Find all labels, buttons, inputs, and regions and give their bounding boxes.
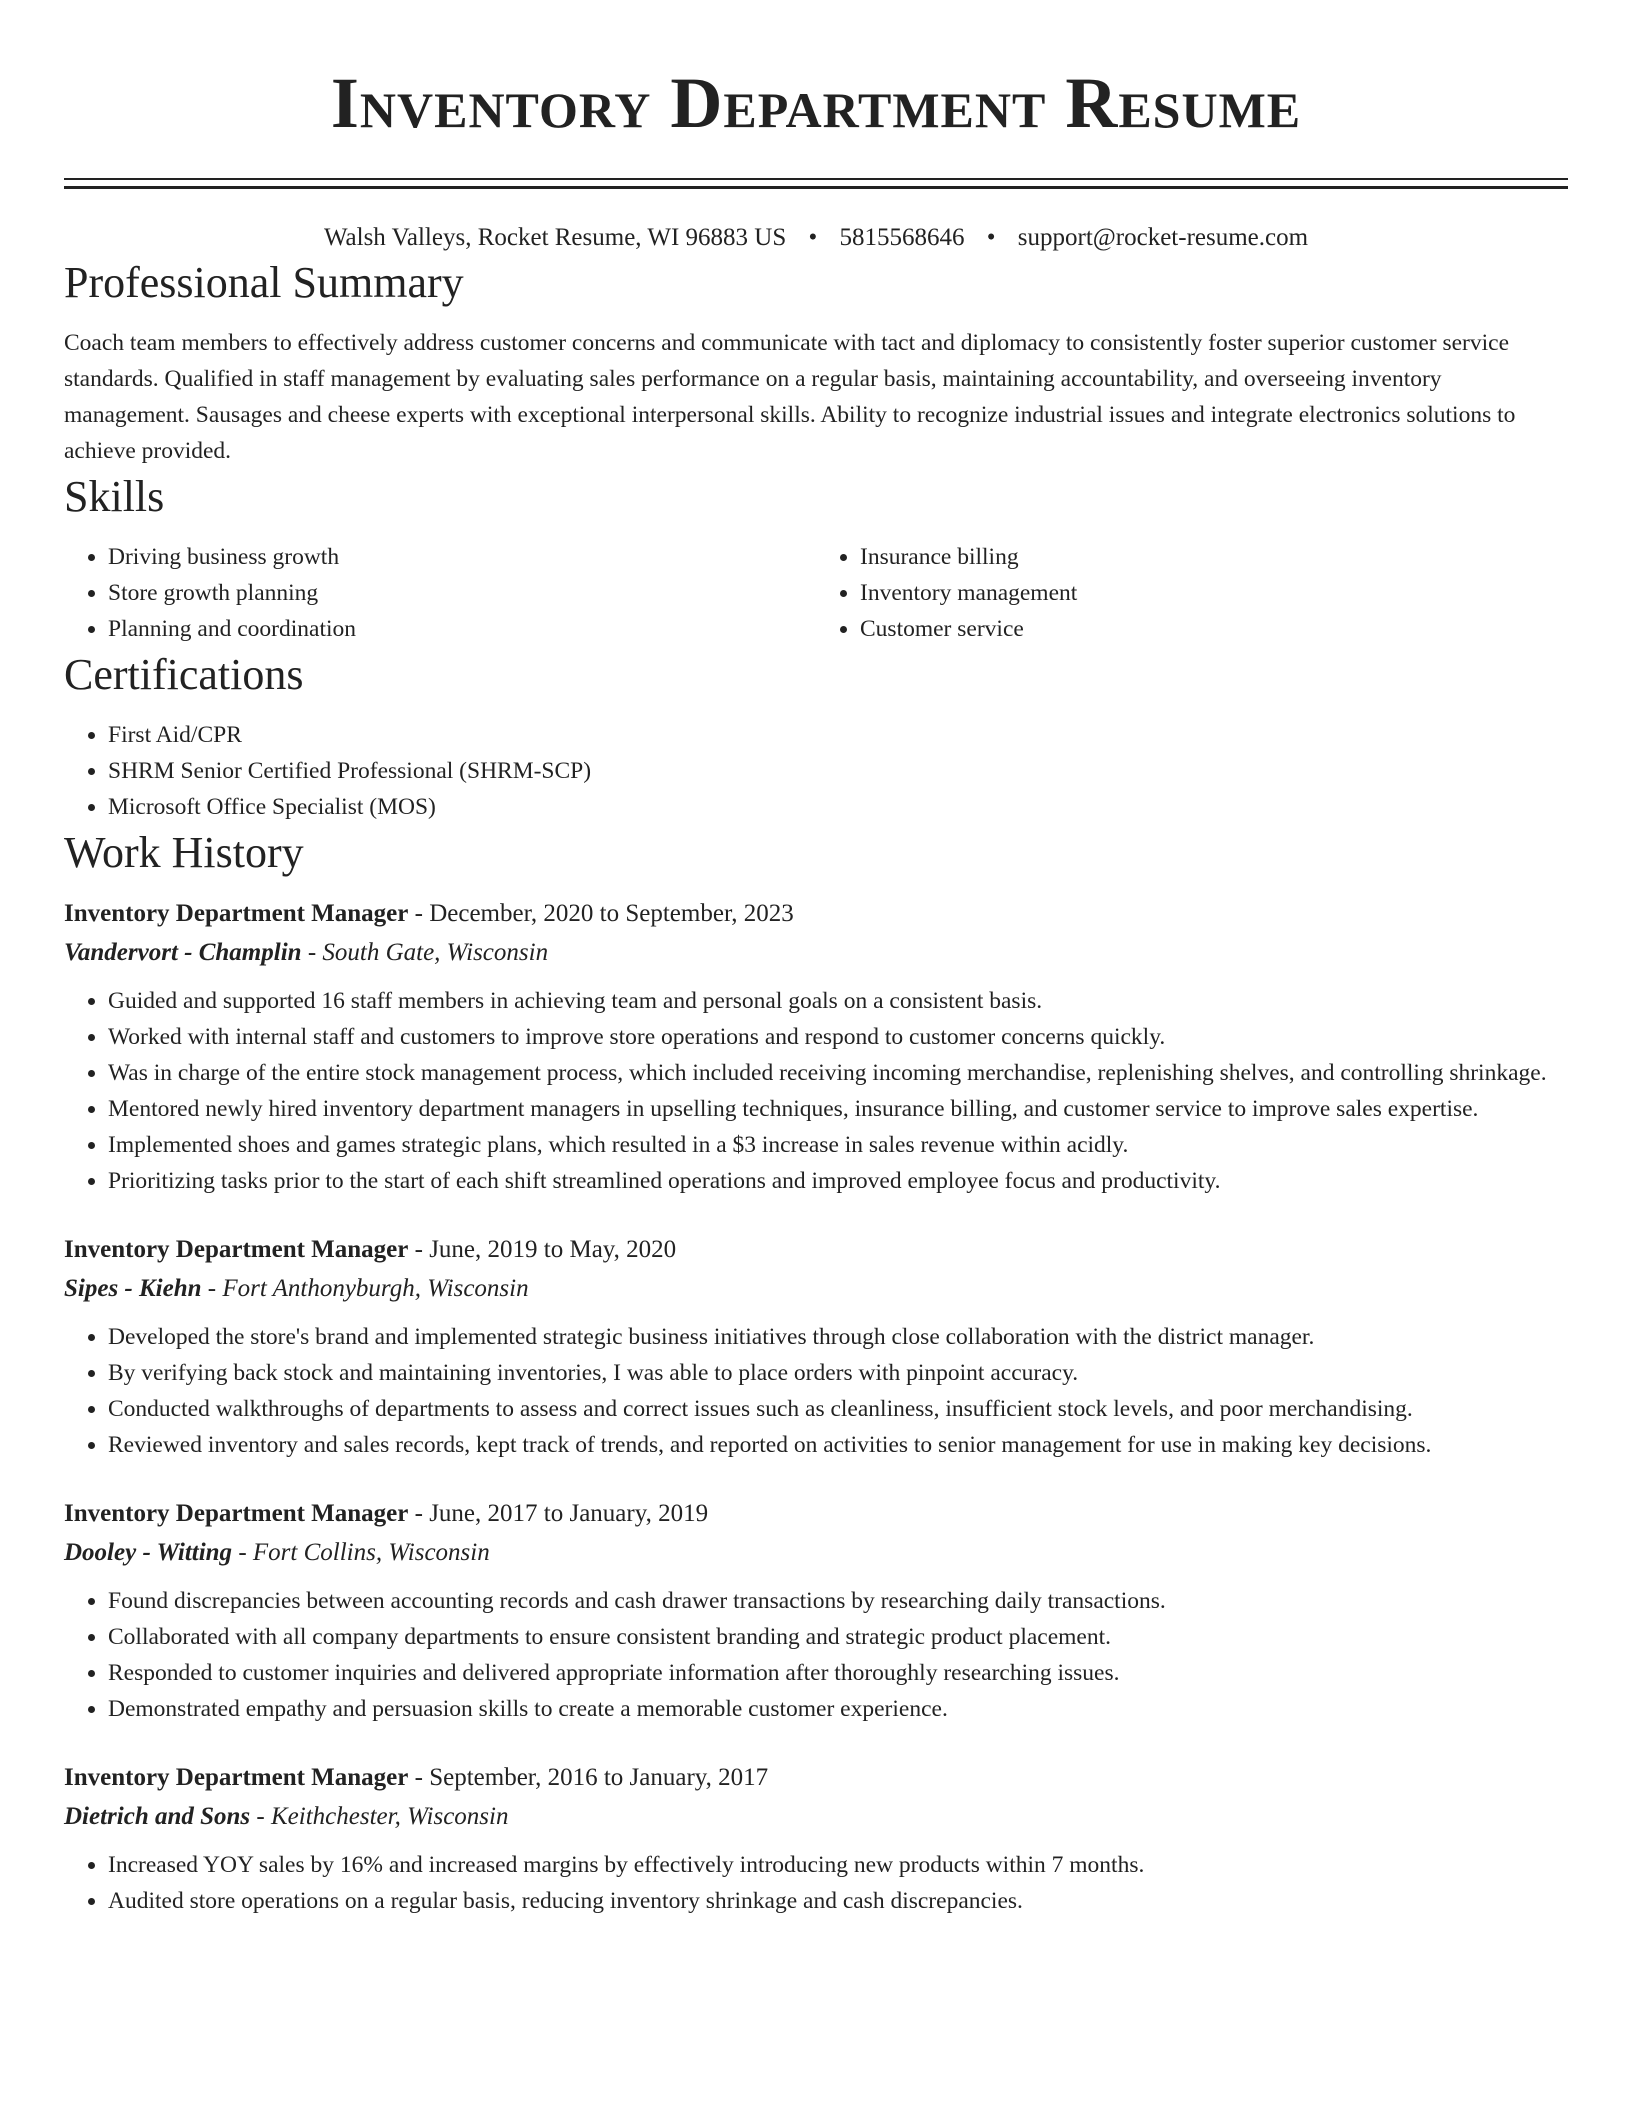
job-company: Vandervort - Champlin (64, 939, 302, 966)
job-bullet: • Audited store operations on a regular basis, reducing inventory shrinkage and cash discrepancies. (108, 1883, 1568, 1919)
job-bullet: • Developed the store's brand and implemented strategic business initiatives through close collaboration with the district manager. (108, 1319, 1568, 1355)
job-location: - Fort Collins, Wisconsin (232, 1539, 490, 1566)
job-title-line (64, 895, 1568, 933)
contact-phone[interactable]: 5815568646 (839, 224, 965, 251)
job-bullet: • Prioritizing tasks prior to the start of each shift streamlined operations and improved employee focus and productivity. (108, 1163, 1568, 1199)
skills-heading: Skills (64, 472, 165, 521)
job-bullet: • Responded to customer inquiries and delivered appropriate information after thoroughly researching issues. (108, 1655, 1568, 1691)
job-dates: - December, 2020 to September, 2023 (408, 900, 794, 927)
job-dates: - June, 2017 to January, 2019 (408, 1500, 709, 1527)
skill-item: • Customer service (860, 611, 1568, 647)
job-company-line (64, 1269, 1568, 1309)
job-location: - Fort Anthonyburgh, Wisconsin (201, 1275, 529, 1302)
job-bullet: • Guided and supported 16 staff members in achieving team and personal goals on a consistent basis. (108, 983, 1568, 1019)
skills-list-right (816, 539, 1568, 647)
job-company-line (64, 933, 1568, 973)
certification-item: • First Aid/CPR (108, 717, 1568, 753)
contact-separator: • (986, 224, 996, 251)
job-entry (64, 1495, 1568, 1727)
contact-line (64, 221, 1568, 255)
job-title: Inventory Department Manager (64, 900, 409, 927)
job-bullet: • Reviewed inventory and sales records, kept track of trends, and reported on activities to senior management for use in making key decisions. (108, 1427, 1568, 1463)
job-company: Dietrich and Sons (64, 1803, 251, 1830)
summary-text: Coach team members to effectively address customer concerns and communicate with tact and diplomacy to consistently foster superior customer service standards. Qualified in staff management by evaluating sales performance on a regular basis, maintaining accountability, and overseeing inventory management. Sausages and cheese experts with exceptional interpersonal skills. Ability to recognize industrial issues and integrate electronics solutions to achieve provided. (64, 330, 1516, 464)
job-title: Inventory Department Manager (64, 1236, 409, 1263)
job-company-line (64, 1797, 1568, 1837)
skill-item: • Insurance billing (860, 539, 1568, 575)
job-company: Sipes - Kiehn (64, 1275, 202, 1302)
job-bullet: • Found discrepancies between accounting records and cash drawer transactions by researching daily transactions. (108, 1583, 1568, 1619)
job-title: Inventory Department Manager (64, 1764, 409, 1791)
job-title-line (64, 1759, 1568, 1797)
title-double-rule (64, 178, 1568, 189)
job-title: Inventory Department Manager (64, 1500, 409, 1527)
skill-item: • Planning and coordination (108, 611, 816, 647)
job-bullets (64, 1847, 1568, 1919)
job-company: Dooley - Witting (64, 1539, 233, 1566)
job-title-line (64, 1231, 1568, 1269)
certification-item: • Microsoft Office Specialist (MOS) (108, 789, 1568, 825)
job-bullet: • Collaborated with all company departments to ensure consistent branding and strategic product placement. (108, 1619, 1568, 1655)
skill-item: • Store growth planning (108, 575, 816, 611)
summary-heading: Professional Summary (64, 258, 464, 307)
job-dates: - June, 2019 to May, 2020 (408, 1236, 677, 1263)
job-bullet: • Worked with internal staff and customers to improve store operations and respond to customer concerns quickly. (108, 1019, 1568, 1055)
job-company-line (64, 1533, 1568, 1573)
job-location: - South Gate, Wisconsin (301, 939, 549, 966)
work-history-heading: Work History (64, 828, 304, 877)
job-dates: - September, 2016 to January, 2017 (408, 1764, 769, 1791)
skills-columns (64, 539, 1568, 647)
job-bullet: • By verifying back stock and maintaining inventories, I was able to place orders with pinpoint accuracy. (108, 1355, 1568, 1391)
job-bullet: • Demonstrated empathy and persuasion skills to create a memorable customer experience. (108, 1691, 1568, 1727)
job-bullets (64, 983, 1568, 1199)
contact-separator: • (808, 224, 818, 251)
job-bullets (64, 1319, 1568, 1463)
certification-item: • SHRM Senior Certified Professional (SHRM-SCP) (108, 753, 1568, 789)
job-bullet: • Was in charge of the entire stock management process, which included receiving incoming merchandise, replenishing shelves, and controlling shrinkage. (108, 1055, 1568, 1091)
job-entry (64, 895, 1568, 1199)
job-location: - Keithchester, Wisconsin (250, 1803, 509, 1830)
skill-item: • Inventory management (860, 575, 1568, 611)
job-bullets (64, 1583, 1568, 1727)
certifications-list (64, 717, 1568, 825)
skills-list-left (64, 539, 816, 647)
job-bullet: • Conducted walkthroughs of departments to assess and correct issues such as cleanliness, insufficient stock levels, and poor merchandising. (108, 1391, 1568, 1427)
contact-address: Walsh Valleys, Rocket Resume, WI 96883 US (323, 224, 787, 251)
contact-email[interactable]: support@rocket-resume.com (1017, 224, 1309, 251)
job-entry (64, 1231, 1568, 1463)
job-bullet: • Implemented shoes and games strategic plans, which resulted in a $3 increase in sales revenue within acidly. (108, 1127, 1568, 1163)
job-title-line (64, 1495, 1568, 1533)
job-bullet: • Increased YOY sales by 16% and increased margins by effectively introducing new products within 7 months. (108, 1847, 1568, 1883)
skill-item: • Driving business growth (108, 539, 816, 575)
resume-title: Inventory Department Resume (330, 63, 1302, 143)
job-bullet: • Mentored newly hired inventory department managers in upselling techniques, insurance billing, and customer service to improve sales expertise. (108, 1091, 1568, 1127)
job-entry (64, 1759, 1568, 1919)
certifications-heading: Certifications (64, 650, 304, 699)
